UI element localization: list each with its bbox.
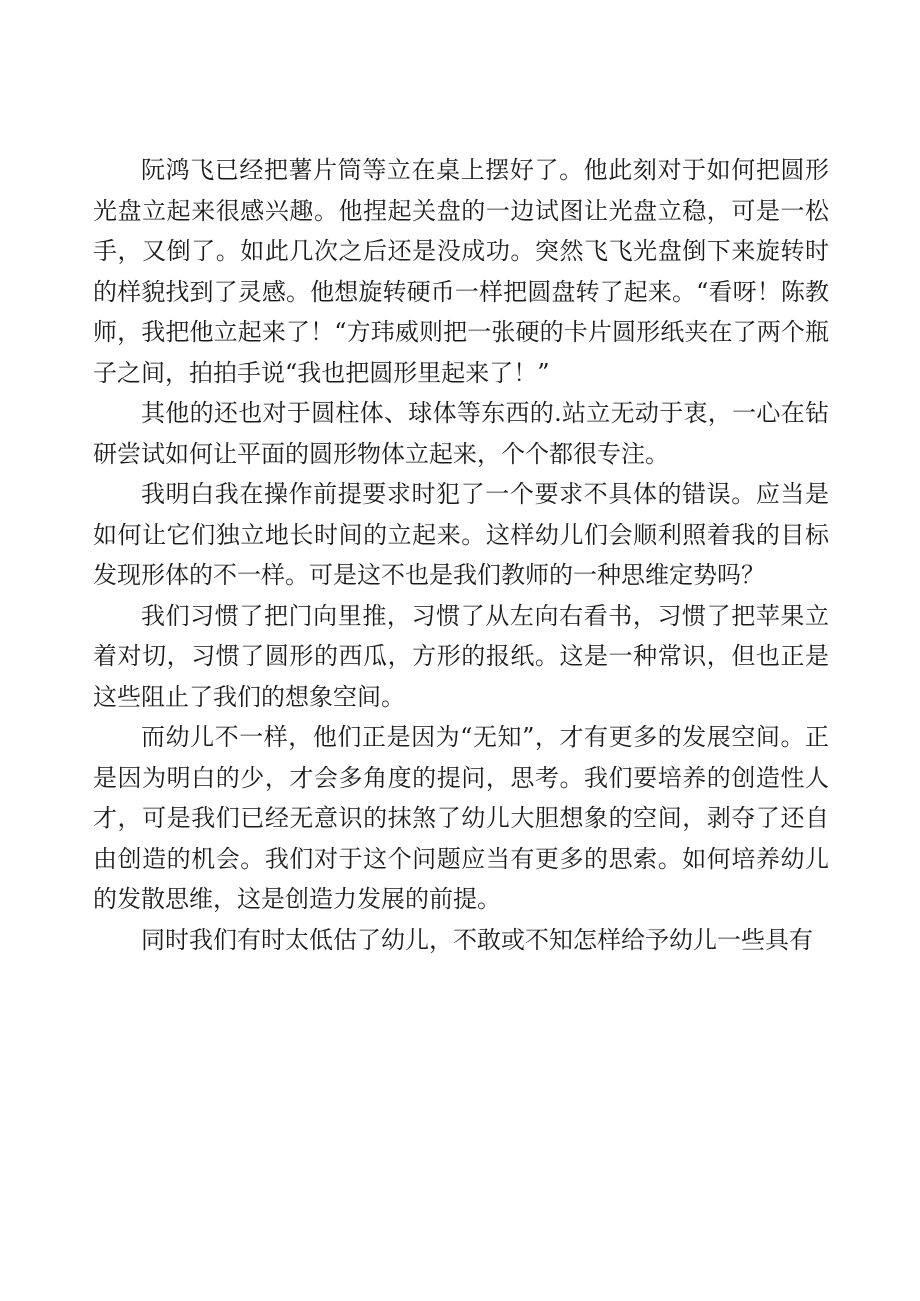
paragraph-6: 同时我们有时太低估了幼儿，不敢或不知怎样给予幼儿一些具有 <box>141 925 813 954</box>
paragraph-3: 我明白我在操作前提要求时犯了一个要求不具体的错误。应当是如何让它们独立地长时间的立起来。这样幼儿们会顺利照着我的目标发现形体的不一样。可是这不也是我们教师的一种思维定势吗？ <box>93 480 829 589</box>
paragraph-2: 其他的还也对于圆柱体、球体等东西的.站立无动于衷，一心在钻研尝试如何让平面的圆形物体立起来，个个都很专注。 <box>93 399 829 468</box>
paragraph-1: 阮鸿飞已经把薯片筒等立在桌上摆好了。他此刻对于如何把圆形光盘立起来很感兴趣。他捏起关盘的一边试图让光盘立稳，可是一松手，又倒了。如此几次之后还是没成功。突然飞飞光盘倒下来旋转时的样貌找到了灵感。他想旋转硬币一样把圆盘转了起来。“看呀！陈教师，我把他立起来了！“方玮威则把一张硬的卡片圆形纸夹在了两个瓶子之间，拍拍手说“我也把圆形里起来了！” <box>93 156 829 387</box>
paragraph-5: 而幼儿不一样，他们正是因为“无知”，才有更多的发展空间。正是因为明白的少，才会多角度的提问，思考。我们要培养的创造性人才，可是我们已经无意识的抹煞了幼儿大胆想象的空间，剥夺了还自由创造的机会。我们对于这个问题应当有更多的思索。如何培养幼儿的发散思维，这是创造力发展的前提。 <box>93 723 829 913</box>
paragraph-4: 我们习惯了把门向里推，习惯了从左向右看书，习惯了把苹果立着对切，习惯了圆形的西瓜，方形的报纸。这是一种常识，但也正是这些阻止了我们的想象空间。 <box>93 601 829 711</box>
document-body <box>93 150 829 960</box>
